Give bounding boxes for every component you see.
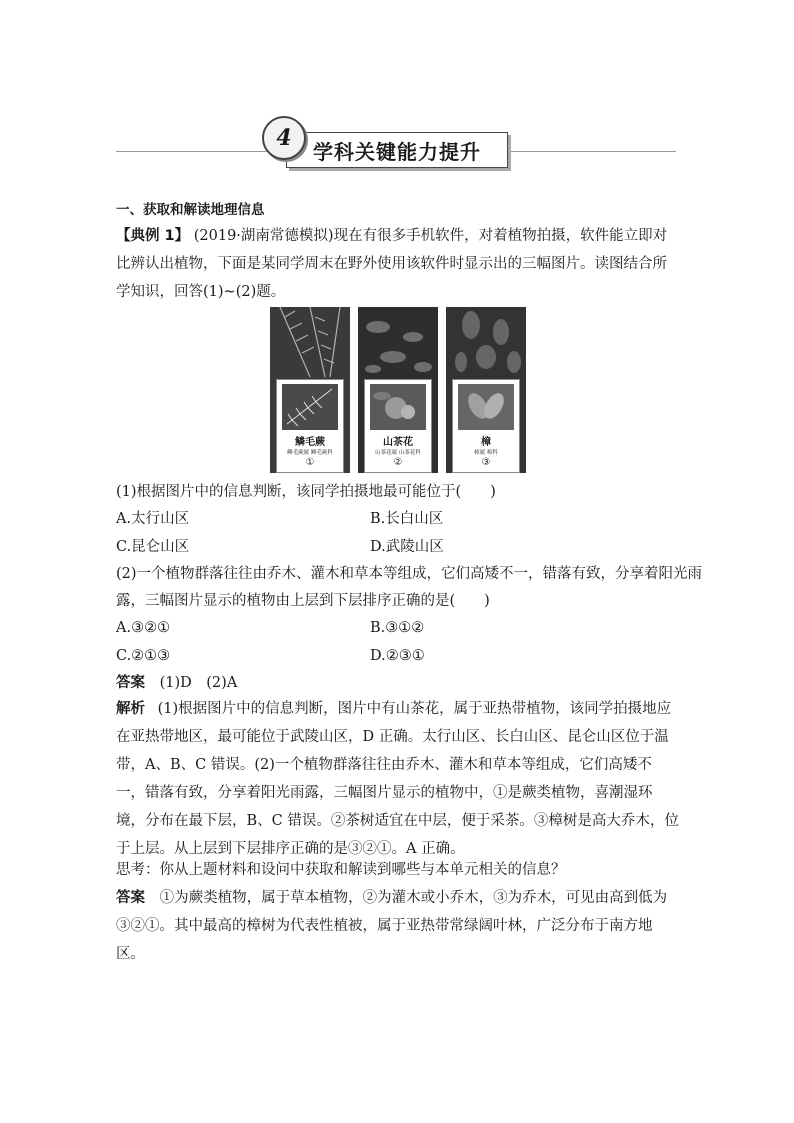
plant-number-2: ② xyxy=(393,457,403,468)
q2-option-d: D.②③① xyxy=(370,648,425,664)
plant-number-3: ③ xyxy=(481,457,491,468)
section-title-box xyxy=(286,132,508,168)
q2-option-b: B.③①② xyxy=(370,620,425,636)
q2-option-a: A.③②① xyxy=(116,620,171,636)
example-stem-text: 现在有很多手机软件，对着植物拍摄，软件能立即对比辨认出植物，下面是某同学周末在野外使用该软件时显示出的三幅图片。读图结合所学知识，回答(1)~(2)题。 xyxy=(116,228,668,300)
plant-name-3: 樟 xyxy=(481,437,491,448)
question-1-stem: (1)根据图片中的信息判断，该同学拍摄地最可能位于( ) xyxy=(116,484,496,500)
plant-name-1: 鳞毛蕨 xyxy=(295,437,325,448)
analysis-block xyxy=(116,695,680,863)
photo-camphor xyxy=(446,307,526,473)
example-source: (2019·湖南常德模拟) xyxy=(193,228,334,244)
plant-number-1: ① xyxy=(305,457,315,468)
example-stem xyxy=(116,222,680,306)
plant-photo-figure xyxy=(270,307,526,473)
question-2-stem-line2: 露，三幅图片显示的植物由上层到下层排序正确的是( ) xyxy=(116,593,490,609)
plant-taxon-2: 山茶花属 山茶花科 xyxy=(375,450,421,456)
answer-text: (1)D (2)A xyxy=(159,675,238,691)
q1-option-a: A.太行山区 xyxy=(116,511,190,527)
plant-taxon-3: 樟属 樟科 xyxy=(474,450,498,456)
section-header xyxy=(116,116,676,176)
camellia-thumbnail xyxy=(370,384,426,430)
section-title: 学科关键能力提升 xyxy=(313,139,481,164)
analysis-label: 解析 xyxy=(116,701,145,717)
q1-option-d: D.武陵山区 xyxy=(370,539,444,555)
q2-option-c: C.②①③ xyxy=(116,648,171,664)
answer-label: 答案 xyxy=(116,675,145,691)
plant-card-1 xyxy=(276,379,344,473)
think-question: 思考：你从上题材料和设问中获取和解读到哪些与本单元相关的信息？ xyxy=(116,862,566,878)
photo-fern xyxy=(270,307,350,473)
answer-2-label: 答案 xyxy=(116,890,145,906)
q1-option-b: B.长白山区 xyxy=(370,511,444,527)
plant-card-3 xyxy=(452,379,520,473)
analysis-text: (1)根据图片中的信息判断，图片中有山茶花，属于亚热带植物，该同学拍摄地应在亚热带地区，最可能位于武陵山区，D 正确。太行山区、长白山区、昆仑山区位于温带，A、B、C 错误。(2)一个植物群落往往由乔木、灌木和草本等组成，它们高矮不一，错落有致，分享着阳光雨露，三幅图片显示的植物中，①是蕨类植物，喜潮湿环境，分布在最下层，B、C 错误。②茶树适宜在中层，便于采茶。③樟树是高大乔木，位于上层。从上层到下层排序正确的是③②①。A 正确。 xyxy=(116,701,679,857)
camphor-thumbnail xyxy=(458,384,514,430)
example-tag: 【典例 1】 xyxy=(116,228,190,244)
fern-thumbnail xyxy=(282,384,338,430)
answer-line xyxy=(116,672,237,694)
question-2-stem-line1: (2)一个植物群落往往由乔木、灌木和草本等组成，它们高矮不一，错落有致，分享着阳光雨 xyxy=(116,566,703,582)
plant-card-2 xyxy=(364,379,432,473)
section-number-badge: 4 xyxy=(262,116,306,160)
plant-name-2: 山茶花 xyxy=(383,437,413,448)
plant-taxon-1: 鳞毛蕨属 鳞毛蕨科 xyxy=(287,450,333,456)
answer-2-text: ①为蕨类植物，属于草本植物，②为灌木或小乔木，③为乔木，可见由高到低为③②①。其中最高的樟树为代表性植被，属于亚热带常绿阔叶林，广泛分布于南方地区。 xyxy=(116,890,668,962)
answer-2-block xyxy=(116,884,680,968)
subsection-heading: 一、获取和解读地理信息 xyxy=(116,202,265,218)
q1-option-c: C.昆仑山区 xyxy=(116,539,190,555)
photo-camellia xyxy=(358,307,438,473)
